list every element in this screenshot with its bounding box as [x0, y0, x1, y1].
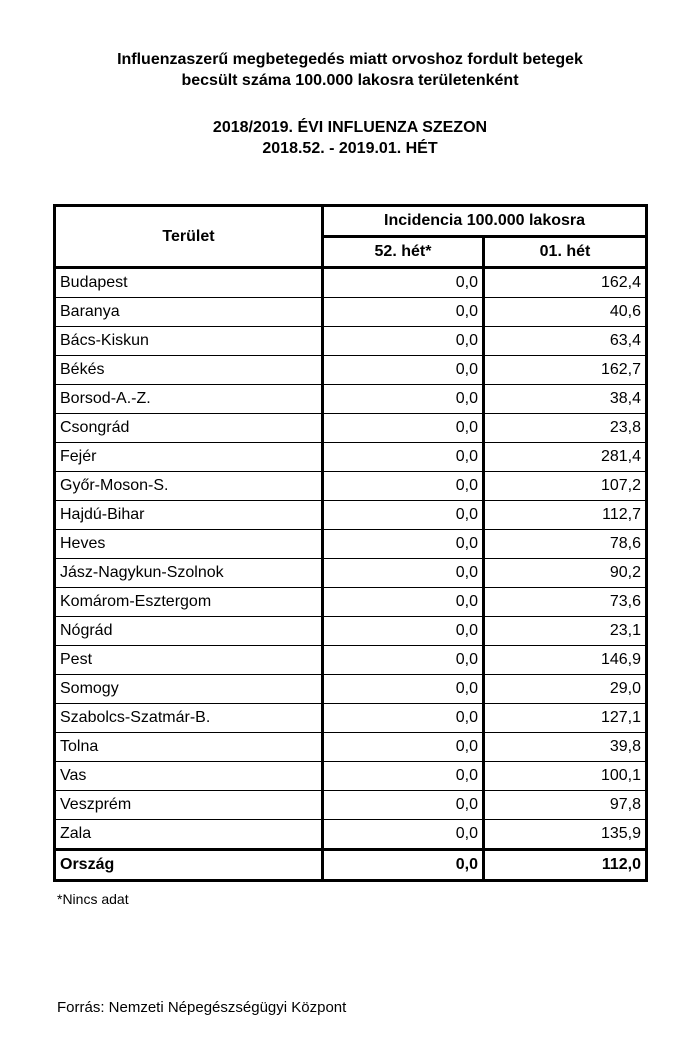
column-header-week-01: 01. hét	[484, 237, 647, 268]
week-01-cell: 23,1	[484, 617, 647, 646]
area-cell: Budapest	[55, 268, 323, 298]
table-row	[55, 704, 647, 733]
table-row	[55, 675, 647, 704]
table-row	[55, 559, 647, 588]
area-cell: Békés	[55, 356, 323, 385]
table-body	[55, 268, 647, 881]
table-row	[55, 791, 647, 820]
report-title-line: becsült száma 100.000 lakosra területenként	[181, 72, 519, 89]
week-52-cell: 0,0	[323, 414, 484, 443]
area-cell: Heves	[55, 530, 323, 559]
table-row	[55, 588, 647, 617]
week-52-cell: 0,0	[323, 356, 484, 385]
area-cell: Somogy	[55, 675, 323, 704]
week-52-cell: 0,0	[323, 472, 484, 501]
week-52-cell: 0,0	[323, 733, 484, 762]
column-header-incidence: Incidencia 100.000 lakosra	[323, 206, 647, 237]
week-01-cell: 63,4	[484, 327, 647, 356]
week-52-cell: 0,0	[323, 850, 484, 881]
week-01-cell: 23,8	[484, 414, 647, 443]
area-cell: Bács-Kiskun	[55, 327, 323, 356]
table-row	[55, 501, 647, 530]
area-cell: Borsod-A.-Z.	[55, 385, 323, 414]
season-heading-line: 2018/2019. ÉVI INFLUENZA SZEZON	[212, 119, 488, 136]
table-row	[55, 268, 647, 298]
week-52-cell: 0,0	[323, 268, 484, 298]
incidence-table	[53, 204, 648, 882]
season-heading	[0, 117, 700, 159]
week-52-cell: 0,0	[323, 675, 484, 704]
week-01-cell: 112,7	[484, 501, 647, 530]
week-52-cell: 0,0	[323, 443, 484, 472]
week-01-cell: 127,1	[484, 704, 647, 733]
area-cell: Ország	[55, 850, 323, 881]
area-cell: Baranya	[55, 298, 323, 327]
week-52-cell: 0,0	[323, 820, 484, 850]
table-row	[55, 327, 647, 356]
week-01-cell: 73,6	[484, 588, 647, 617]
footnote: *Nincs adat	[57, 891, 129, 907]
week-01-cell: 38,4	[484, 385, 647, 414]
week-52-cell: 0,0	[323, 646, 484, 675]
area-cell: Fejér	[55, 443, 323, 472]
season-heading-line: 2018.52. - 2019.01. HÉT	[262, 140, 438, 157]
week-52-cell: 0,0	[323, 327, 484, 356]
week-52-cell: 0,0	[323, 385, 484, 414]
table-row	[55, 443, 647, 472]
table-row	[55, 356, 647, 385]
table-row	[55, 820, 647, 850]
week-01-cell: 78,6	[484, 530, 647, 559]
area-cell: Győr-Moson-S.	[55, 472, 323, 501]
table-row	[55, 733, 647, 762]
week-52-cell: 0,0	[323, 791, 484, 820]
table-row	[55, 762, 647, 791]
week-52-cell: 0,0	[323, 501, 484, 530]
table-row	[55, 646, 647, 675]
area-cell: Szabolcs-Szatmár-B.	[55, 704, 323, 733]
area-cell: Csongrád	[55, 414, 323, 443]
table-row	[55, 298, 647, 327]
table-row	[55, 414, 647, 443]
week-52-cell: 0,0	[323, 298, 484, 327]
table-row	[55, 530, 647, 559]
table-row	[55, 617, 647, 646]
column-header-area: Terület	[55, 206, 323, 268]
week-01-cell: 40,6	[484, 298, 647, 327]
week-01-cell: 112,0	[484, 850, 647, 881]
area-cell: Hajdú-Bihar	[55, 501, 323, 530]
area-cell: Nógrád	[55, 617, 323, 646]
week-01-cell: 135,9	[484, 820, 647, 850]
week-01-cell: 162,4	[484, 268, 647, 298]
week-52-cell: 0,0	[323, 762, 484, 791]
total-row	[55, 850, 647, 881]
week-01-cell: 97,8	[484, 791, 647, 820]
report-title	[0, 49, 700, 91]
table-row	[55, 385, 647, 414]
week-52-cell: 0,0	[323, 617, 484, 646]
report-title-line: Influenzaszerű megbetegedés miatt orvoshoz fordult betegek	[117, 51, 583, 68]
area-cell: Komárom-Esztergom	[55, 588, 323, 617]
week-01-cell: 100,1	[484, 762, 647, 791]
source-note: Forrás: Nemzeti Népegészségügyi Központ	[57, 999, 347, 1016]
column-header-week-52: 52. hét*	[323, 237, 484, 268]
week-52-cell: 0,0	[323, 704, 484, 733]
week-01-cell: 39,8	[484, 733, 647, 762]
area-cell: Veszprém	[55, 791, 323, 820]
area-cell: Pest	[55, 646, 323, 675]
area-cell: Tolna	[55, 733, 323, 762]
week-01-cell: 29,0	[484, 675, 647, 704]
week-01-cell: 107,2	[484, 472, 647, 501]
week-01-cell: 90,2	[484, 559, 647, 588]
area-cell: Vas	[55, 762, 323, 791]
week-52-cell: 0,0	[323, 530, 484, 559]
week-52-cell: 0,0	[323, 588, 484, 617]
week-52-cell: 0,0	[323, 559, 484, 588]
area-cell: Zala	[55, 820, 323, 850]
area-cell: Jász-Nagykun-Szolnok	[55, 559, 323, 588]
week-01-cell: 146,9	[484, 646, 647, 675]
week-01-cell: 281,4	[484, 443, 647, 472]
week-01-cell: 162,7	[484, 356, 647, 385]
table-row	[55, 472, 647, 501]
